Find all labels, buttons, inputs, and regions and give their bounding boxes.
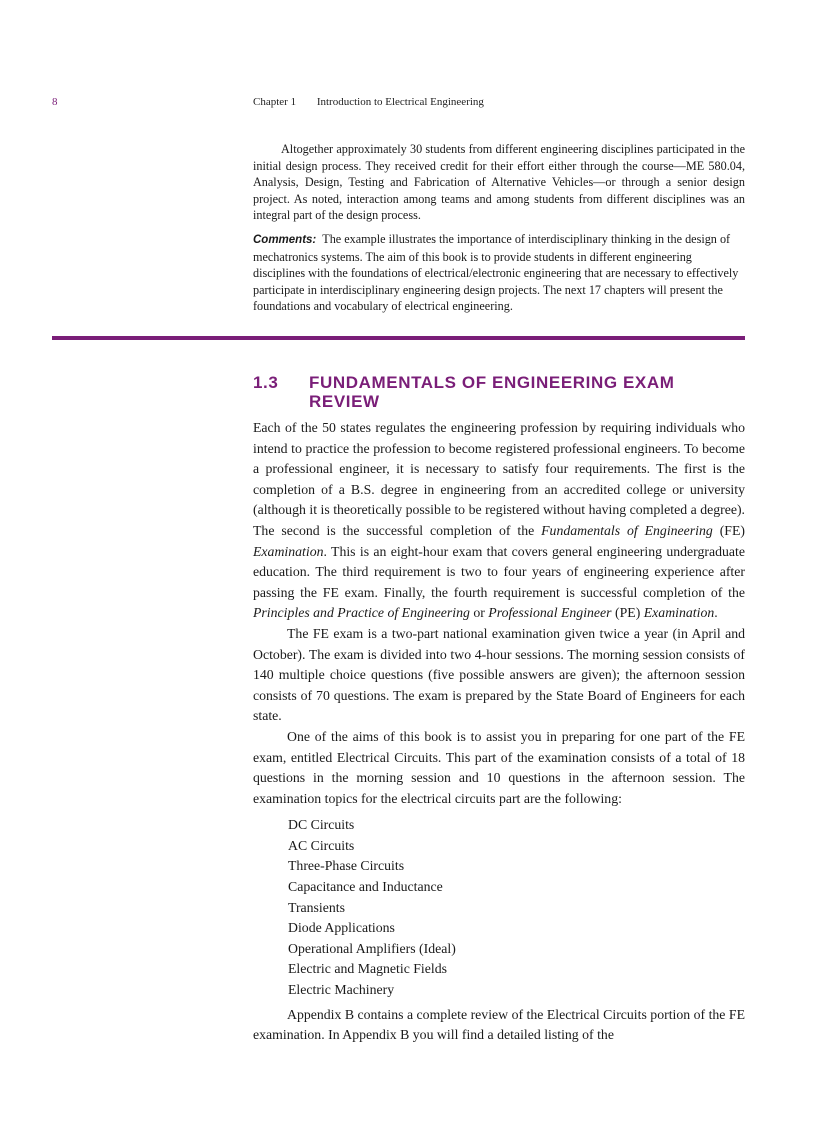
pe-exam: Examination bbox=[643, 605, 715, 621]
section-heading bbox=[253, 374, 745, 411]
chapter-label: Chapter 1 bbox=[253, 96, 297, 108]
list-item: Electric and Magnetic Fields bbox=[288, 961, 447, 977]
section-divider bbox=[52, 336, 745, 340]
ppe-name: Principles and Practice of Engineering bbox=[253, 605, 470, 621]
running-head bbox=[253, 96, 484, 108]
list-item: Diode Applications bbox=[288, 920, 395, 936]
topic-list bbox=[253, 815, 745, 1000]
list-item: AC Circuits bbox=[288, 837, 355, 853]
intro-block bbox=[253, 141, 745, 224]
list-item: Capacitance and Inductance bbox=[288, 879, 443, 895]
paragraph-fe-exam: The FE exam is a two-part national examination given twice a year (in April and October). The exam is divided into two 4-hour sessions. The morning session consists of 140 multiple choice questions (five possible answers are given); the afternoon session consists of 70 questions. The exam is prepared by the State Board of Engineers for each state. bbox=[253, 625, 745, 724]
list-item: DC Circuits bbox=[288, 817, 355, 833]
fe-exam: Examination bbox=[253, 543, 324, 559]
section-body bbox=[253, 418, 745, 1046]
text-run: Each of the 50 states regulates the engineering profession by requiring individuals who intend to practice the profession to become registered professional engineers. To become a professional engineer, it is necessary to satisfy four requirements. The first is the completion of a B.S. degree in engineering from an accredited college or university (although it is theoretically possible to be registered without having completed a degree). The second is the successful completion of the bbox=[253, 420, 745, 538]
paragraph-aims: One of the aims of this book is to assist you in preparing for one part of the FE exam, entitled Electrical Circuits. This part of the examination consists of a total of 18 questions in the morning session and 10 questions in the afternoon session. The examination topics for the electrical circuits part are the following: bbox=[253, 728, 745, 806]
section-number: 1.3 bbox=[253, 373, 279, 392]
chapter-title: Introduction to Electrical Engineering bbox=[316, 96, 484, 108]
list-item: Transients bbox=[288, 899, 345, 915]
list-item: Three-Phase Circuits bbox=[288, 858, 405, 874]
comments-label: Comments: bbox=[253, 234, 317, 246]
paragraph-requirements bbox=[253, 418, 745, 624]
text-run: (FE) bbox=[712, 522, 745, 538]
page-number: 8 bbox=[52, 96, 58, 108]
fe-name: Fundamentals of Engineering bbox=[541, 522, 713, 538]
paragraph-appendix: Appendix B contains a complete review of the Electrical Circuits portion of the FE examination. In Appendix B you will find a detailed listing of the bbox=[253, 1006, 745, 1043]
text-run: or bbox=[469, 605, 489, 621]
comments-block bbox=[253, 231, 745, 315]
list-item: Operational Amplifiers (Ideal) bbox=[288, 940, 456, 956]
intro-paragraph: Altogether approximately 30 students from different engineering disciplines participated in the initial design process. They received credit for their effort either through the course—ME 580.04, Analysis, Design, Testing and Fabrication of Alternative Vehicles—or through a senior design project. As noted, interaction among teams and among students from different disciplines was an integral part of the design process. bbox=[253, 142, 745, 223]
text-run: . bbox=[714, 605, 718, 621]
section-title: FUNDAMENTALS OF ENGINEERING EXAM REVIEW bbox=[309, 373, 675, 411]
comments-text: The example illustrates the importance of interdisciplinary thinking in the design of mechatronics systems. The aim of this book is to provide students in different engineering disciplines with the foundations of electrical/electronic engineering that are necessary to effectively participate in interdisciplinary engineering design projects. The next 17 chapters will present the foundations and vocabulary of electrical engineering. bbox=[253, 232, 739, 314]
list-item: Electric Machinery bbox=[288, 982, 395, 998]
text-run: (PE) bbox=[611, 605, 644, 621]
pe-name: Professional Engineer bbox=[488, 605, 612, 621]
text-run: . This is an eight-hour exam that covers general engineering undergraduate education. The third requirement is two to four years of engineering experience after passing the FE exam. Finally, the fourth requirement is successful completion of the bbox=[253, 543, 745, 600]
